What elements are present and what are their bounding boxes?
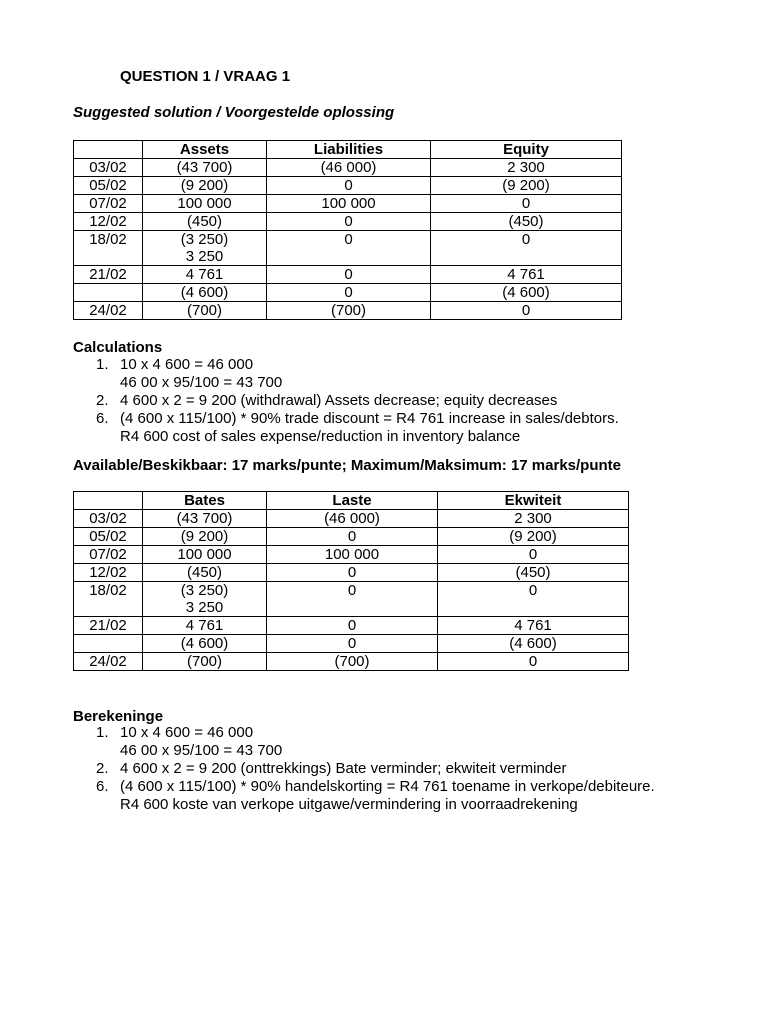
solution-table-english xyxy=(73,140,622,320)
table-cell: 0 xyxy=(431,231,622,266)
table-cell: 0 xyxy=(267,635,438,653)
table-cell: (4 600) xyxy=(143,284,267,302)
subtitle: Suggested solution / Voorgestelde oplossing xyxy=(73,104,395,121)
list-item: 6. (4 600 x 115/100) * 90% trade discount = R4 761 increase in sales/debtors. R4 600 cost of sales expense/reduction in inventory balance xyxy=(96,410,619,445)
table-row xyxy=(74,653,629,671)
table-cell: (46 000) xyxy=(267,159,431,177)
table-cell: 0 xyxy=(438,546,629,564)
table-header-row xyxy=(74,492,629,510)
date-cell: 05/02 xyxy=(74,177,143,195)
calculations-heading: Calculations xyxy=(73,339,163,356)
list-item: 1. 10 x 4 600 = 46 000 46 00 x 95/100 = 43 700 xyxy=(96,356,283,391)
table-cell: (4 600) xyxy=(438,635,629,653)
table-cell: (4 600) xyxy=(431,284,622,302)
date-cell: 05/02 xyxy=(74,528,143,546)
date-cell xyxy=(74,635,143,653)
table-cell: 0 xyxy=(267,284,431,302)
table-row xyxy=(74,177,622,195)
table-cell: 0 xyxy=(438,582,629,617)
table-cell: 100 000 xyxy=(267,195,431,213)
date-cell: 18/02 xyxy=(74,582,143,617)
date-cell: 07/02 xyxy=(74,546,143,564)
table-cell: 4 761 xyxy=(143,266,267,284)
table-row xyxy=(74,302,622,320)
date-cell: 24/02 xyxy=(74,302,143,320)
table-cell: 0 xyxy=(267,617,438,635)
date-cell: 03/02 xyxy=(74,159,143,177)
table-row xyxy=(74,564,629,582)
table-cell: (700) xyxy=(267,653,438,671)
table-cell: (43 700) xyxy=(143,510,267,528)
table-cell: (3 250) 3 250 xyxy=(143,582,267,617)
table-row xyxy=(74,266,622,284)
table-cell: 0 xyxy=(267,266,431,284)
table-cell: (46 000) xyxy=(267,510,438,528)
table-cell: 2 300 xyxy=(431,159,622,177)
date-cell xyxy=(74,284,143,302)
table-cell: 2 300 xyxy=(438,510,629,528)
table-cell: 0 xyxy=(267,528,438,546)
calculations-list xyxy=(73,356,619,446)
table-cell: (9 200) xyxy=(438,528,629,546)
table-cell: 0 xyxy=(267,564,438,582)
column-header: Bates xyxy=(143,492,267,510)
column-header: Assets xyxy=(143,141,267,159)
list-item: 2. 4 600 x 2 = 9 200 (withdrawal) Assets decrease; equity decreases xyxy=(96,392,558,409)
table-cell: 100 000 xyxy=(143,195,267,213)
table-row xyxy=(74,284,622,302)
column-header: Laste xyxy=(267,492,438,510)
table-row xyxy=(74,528,629,546)
berekeninge-list xyxy=(73,724,655,814)
date-cell: 21/02 xyxy=(74,266,143,284)
table-row xyxy=(74,617,629,635)
table-cell: 4 761 xyxy=(143,617,267,635)
list-item: 2. 4 600 x 2 = 9 200 (onttrekkings) Bate verminder; ekwiteit verminder xyxy=(96,760,567,777)
berekeninge-heading: Berekeninge xyxy=(73,708,164,725)
table-cell: (4 600) xyxy=(143,635,267,653)
column-header xyxy=(74,492,143,510)
table-cell: (9 200) xyxy=(143,177,267,195)
column-header: Equity xyxy=(431,141,622,159)
date-cell: 18/02 xyxy=(74,231,143,266)
table-row xyxy=(74,195,622,213)
table-cell: 0 xyxy=(267,177,431,195)
date-cell: 12/02 xyxy=(74,213,143,231)
table-cell: 4 761 xyxy=(431,266,622,284)
date-cell: 07/02 xyxy=(74,195,143,213)
table-row xyxy=(74,231,622,266)
table-cell: (9 200) xyxy=(431,177,622,195)
question-title: QUESTION 1 / VRAAG 1 xyxy=(120,68,291,85)
table-cell: (700) xyxy=(143,302,267,320)
date-cell: 12/02 xyxy=(74,564,143,582)
table-cell: 100 000 xyxy=(267,546,438,564)
table-cell: 0 xyxy=(267,231,431,266)
column-header xyxy=(74,141,143,159)
table-cell: (9 200) xyxy=(143,528,267,546)
table-header-row xyxy=(74,141,622,159)
table-row xyxy=(74,213,622,231)
date-cell: 24/02 xyxy=(74,653,143,671)
marks-line: Available/Beskikbaar: 17 marks/punte; Maximum/Maksimum: 17 marks/punte xyxy=(73,457,621,474)
date-cell: 21/02 xyxy=(74,617,143,635)
table-cell: 4 761 xyxy=(438,617,629,635)
table-row xyxy=(74,159,622,177)
column-header: Ekwiteit xyxy=(438,492,629,510)
table-row xyxy=(74,510,629,528)
table-cell: (700) xyxy=(267,302,431,320)
table-cell: 0 xyxy=(267,213,431,231)
table-cell: (700) xyxy=(143,653,267,671)
table-cell: (450) xyxy=(431,213,622,231)
table-cell: (43 700) xyxy=(143,159,267,177)
list-item: 6. (4 600 x 115/100) * 90% handelskorting = R4 761 toename in verkope/debiteure. R4 600 koste van verkope uitgawe/vermindering in voorraadrekening xyxy=(96,778,655,813)
table-cell: (450) xyxy=(143,564,267,582)
table-cell: 0 xyxy=(431,302,622,320)
solution-table-afrikaans xyxy=(73,491,629,671)
column-header: Liabilities xyxy=(267,141,431,159)
date-cell: 03/02 xyxy=(74,510,143,528)
table-cell: (450) xyxy=(143,213,267,231)
table-cell: (450) xyxy=(438,564,629,582)
table-row xyxy=(74,635,629,653)
table-cell: 0 xyxy=(267,582,438,617)
table-cell: 0 xyxy=(431,195,622,213)
table-cell: (3 250) 3 250 xyxy=(143,231,267,266)
table-row xyxy=(74,582,629,617)
table-row xyxy=(74,546,629,564)
table-cell: 100 000 xyxy=(143,546,267,564)
table-cell: 0 xyxy=(438,653,629,671)
list-item: 1. 10 x 4 600 = 46 000 46 00 x 95/100 = 43 700 xyxy=(96,724,283,759)
